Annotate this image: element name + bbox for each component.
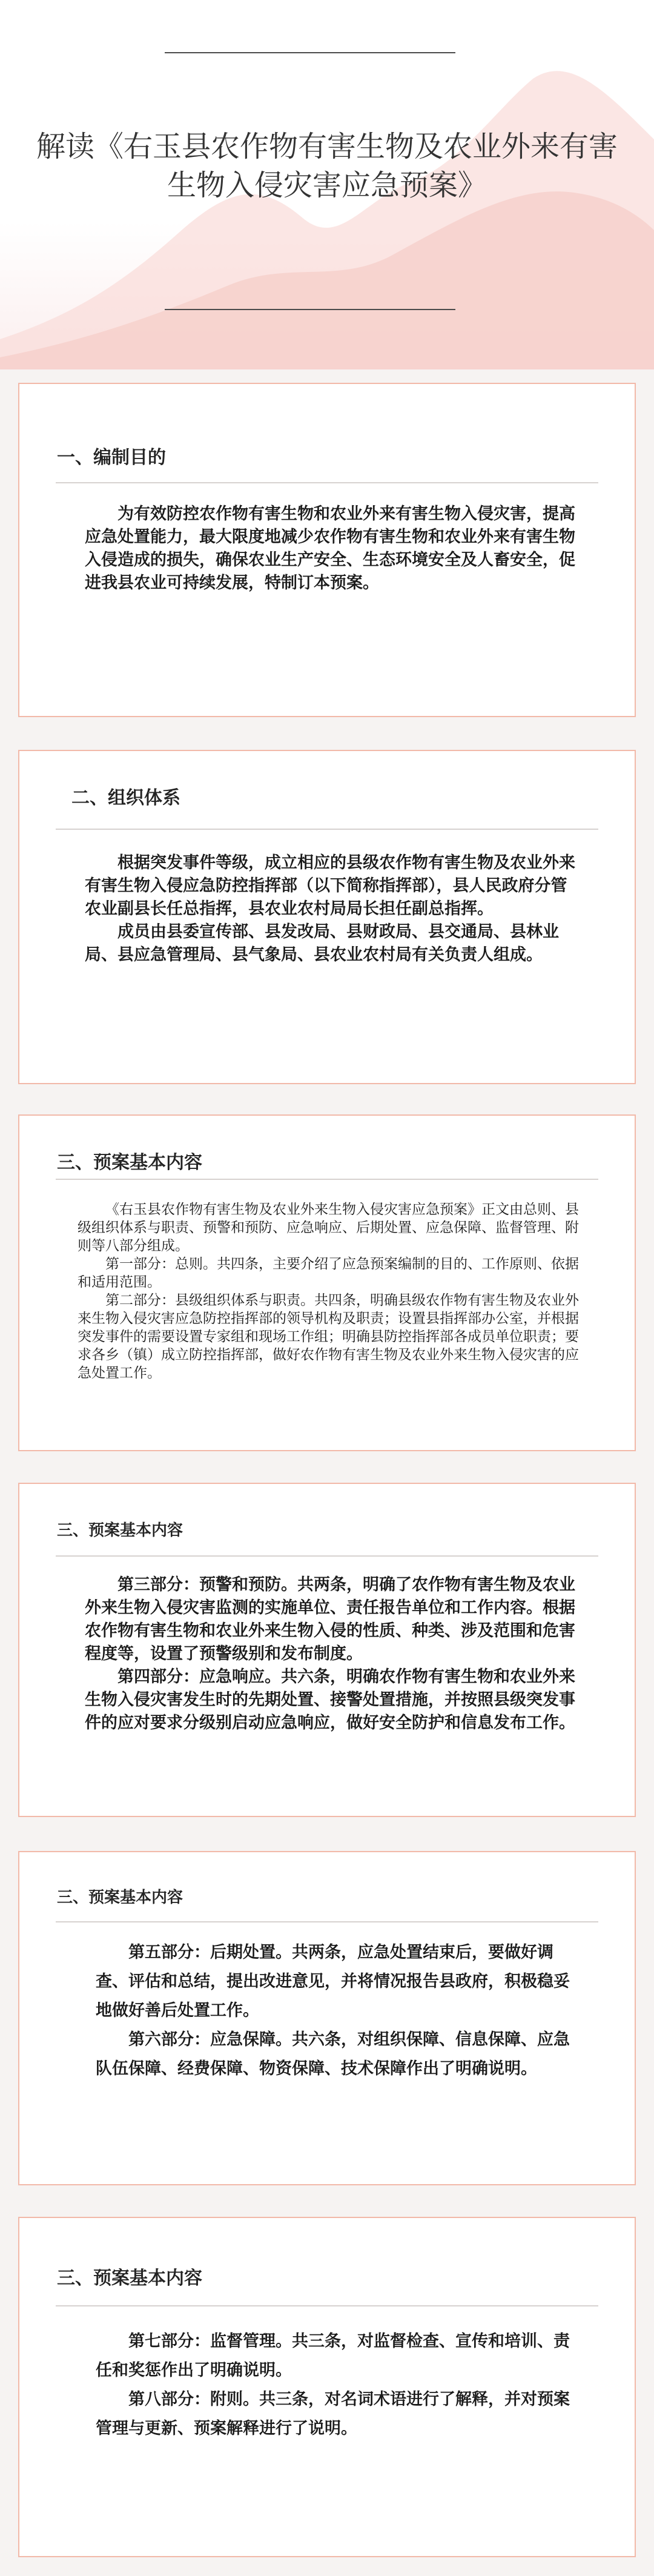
page-title: 解读《右玉县农作物有害生物及农业外来有害生物入侵灾害应急预案》: [36, 130, 618, 202]
section-divider: [56, 2305, 598, 2306]
paragraph: 第一部分：总则。共四条，主要介绍了应急预案编制的目的、工作原则、依据和适用范围。: [78, 1256, 579, 1290]
paragraph: 第三部分：预警和预防。共两条，明确了农作物有害生物及农业外来生物入侵灾害监测的实施单位、责任报告单位和工作内容。根据农作物有害生物和农业外来生物入侵的性质、种类、涉及范围和危害程度等，设置了预警级别和发布制度。: [85, 1575, 575, 1663]
section-divider: [56, 1921, 598, 1922]
paragraph: 根据突发事件等级，成立相应的县级农作物有害生物及农业外来有害生物入侵应急防控指挥部（以下简称指挥部），县人民政府分管农业副县长任总指挥，县农业农村局局长担任副总指挥。: [85, 853, 575, 918]
section-heading: 三、预案基本内容: [57, 1521, 183, 1540]
section-card-contents-4: [18, 2217, 636, 2557]
section-body: [96, 2327, 576, 2443]
paragraph: 成员由县委宣传部、县发改局、县财政局、县交通局、县林业局、县应急管理局、县气象局、县农业农村局有关负责人组成。: [85, 922, 559, 964]
section-card-organization: [18, 750, 636, 1084]
section-heading: 三、预案基本内容: [57, 1889, 183, 1907]
section-body: [85, 1574, 580, 1735]
header-banner: [0, 0, 654, 369]
title-rule-bottom: [165, 309, 455, 310]
paragraph: 第七部分：监督管理。共三条，对监督检查、宣传和培训、责任和奖惩作出了明确说明。: [96, 2332, 570, 2380]
section-heading: 三、预案基本内容: [57, 2268, 202, 2289]
section-heading: 一、编制目的: [57, 447, 166, 468]
paragraph: 第五部分：后期处置。共两条，应急处置结束后，要做好调查、评估和总结，提出改进意见，并将情况报告县政府，积极稳妥地做好善后处置工作。: [96, 1943, 570, 2020]
paragraph: 第二部分：县级组织体系与职责。共四条，明确县级农作物有害生物及农业外来生物入侵灾害应急防控指挥部的领导机构及职责；设置县指挥部办公室，并根据突发事件的需要设置专家组和现场工作组；明确县防控指挥部各成员单位职责；要求各乡（镇）成立防控指挥部，做好农作物有害生物及农业外来生物入侵灾害的应急处置工作。: [78, 1293, 579, 1381]
paragraph: 为有效防控农作物有害生物和农业外来有害生物入侵灾害，提高应急处置能力，最大限度地减少农作物有害生物和农业外来有害生物入侵造成的损失，确保农业生产安全、生态环境安全及人畜安全，促进我县农业可持续发展，特制订本预案。: [85, 505, 575, 592]
section-divider: [56, 829, 598, 830]
title-rule-top: [165, 52, 455, 53]
section-divider: [56, 1179, 598, 1180]
section-body: [96, 1938, 576, 2084]
paragraph: 第四部分：应急响应。共六条，明确农作物有害生物和农业外来生物入侵灾害发生时的先期处置、接警处置措施，并按照县级突发事件的应对要求分级别启动应急响应，做好安全防护和信息发布工作。: [85, 1667, 575, 1732]
paragraph: 第六部分：应急保障。共六条，对组织保障、信息保障、应急队伍保障、经费保障、物资保障、技术保障作出了明确说明。: [96, 2030, 570, 2078]
section-card-contents-1: [18, 1114, 636, 1451]
paragraph: 《右玉县农作物有害生物及农业外来生物入侵灾害应急预案》正文由总则、县级组织体系与职责、预警和预防、应急响应、后期处置、应急保障、监督管理、附则等八部分组成。: [78, 1202, 579, 1254]
section-body: [78, 1200, 585, 1382]
paragraph: 第八部分：附则。共三条，对名词术语进行了解释，并对预案管理与更新、预案解释进行了说明。: [96, 2390, 570, 2438]
section-card-contents-3: [18, 1851, 636, 2185]
section-divider: [56, 1555, 598, 1557]
section-card-contents-2: [18, 1483, 636, 1817]
section-heading: 三、预案基本内容: [57, 1152, 202, 1173]
section-heading: 二、组织体系: [71, 787, 180, 809]
section-card-purpose: [18, 383, 636, 717]
section-divider: [56, 482, 598, 483]
section-body: [85, 503, 580, 595]
section-body: [85, 852, 580, 967]
